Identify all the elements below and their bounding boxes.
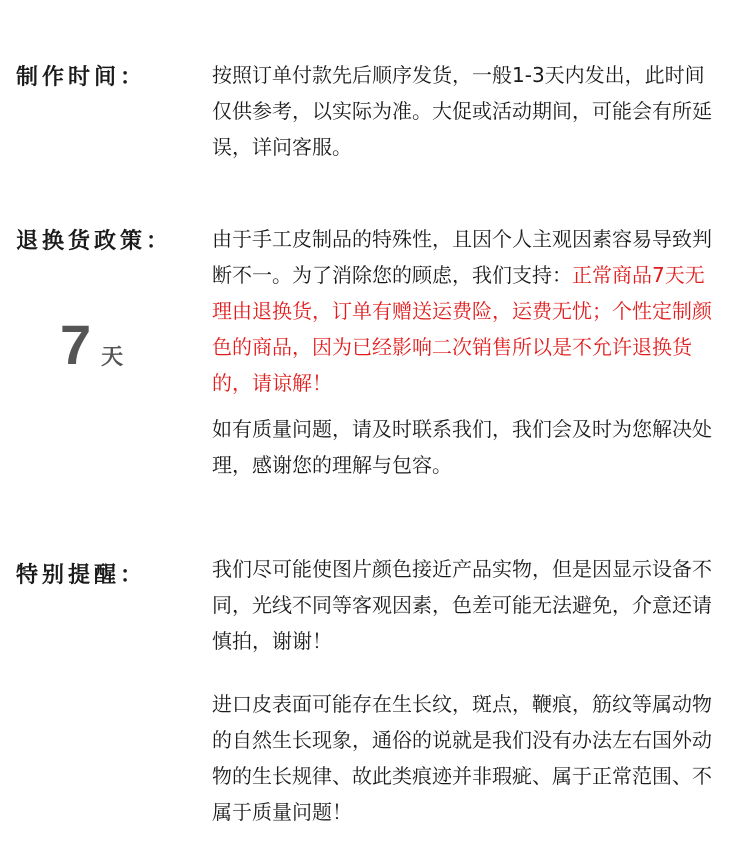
seven-day-unit: 天 [101, 344, 124, 369]
special-notice-label: 特别提醒： [16, 563, 147, 588]
seven-day-number: 7 [60, 313, 92, 376]
special-notice-text-1: 我们尽可能使图片颜色接近产品实物，但是因显示设备不同，光线不同等客观因素，色差可能无法避免，介意还请慎拍，谢谢！ [212, 557, 712, 653]
return-policy-followup: 如有质量问题，请及时联系我们，我们会及时为您解决处理，感谢您的理解与包容。 [212, 417, 712, 477]
return-policy-intro: 由于手工皮制品的特殊性，且因个人主观因素容易导致判断不一。为了消除您的顾虑，我们支持： [212, 227, 712, 287]
return-policy-label: 退换货政策： [16, 229, 173, 254]
return-policy-text [212, 221, 718, 401]
production-time-text: 按照订单付款先后顺序发货，一般1-3天内发出，此时间仅供参考，以实际为准。大促或活动期间，可能会有所延误，详问客服。 [212, 63, 712, 159]
special-notice-text-2: 进口皮表面可能存在生长纹，斑点，鞭痕，筋纹等属动物的自然生长现象，通俗的说就是我们没有办法左右国外动物的生长规律、故此类痕迹并非瑕疵、属于正常范围、不属于质量问题！ [212, 692, 712, 824]
production-time-label: 制作时间： [16, 65, 147, 90]
return-policy-highlight: 正常商品7天无理由退换货，订单有赠送运费险，运费无忧；个性定制颜色的商品，因为已经影响二次销售所以是不允许退换货的，请谅解！ [212, 263, 712, 395]
seven-day-badge [60, 312, 123, 377]
